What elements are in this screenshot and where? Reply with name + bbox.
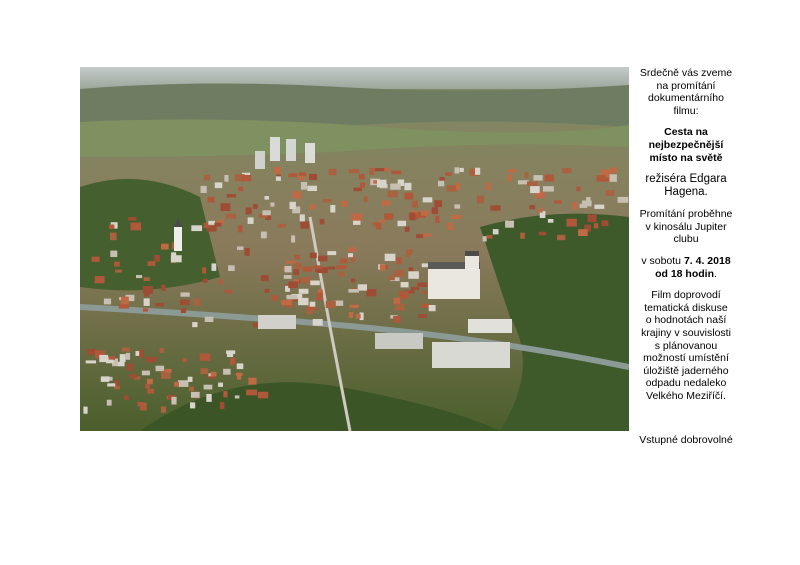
date: 7. 4. 2018 [683,254,731,267]
intro-text: Srdečně vás zveme na promítání dokumentárního filmu: [639,67,733,117]
director-text: režiséra Edgara Hagena. [645,173,727,199]
aerial-town-photo [80,67,629,431]
aerial-landscape-illustration [80,67,629,431]
film-title: Cesta na nejbezpečnější místo na světě [648,126,724,164]
time: od 18 hodin [655,267,714,280]
entry-fee-text: Vstupné dobrovolné [639,434,733,446]
invitation-text [634,67,738,411]
venue-text: Promítání proběhne v kinosálu Jupiter clubu [639,208,733,246]
discussion-text: Film doprovodí tematická diskuse o hodnotách naší krajiny v souvislosti s plánovanou možností umístění úložiště jaderného odpadu nedaleko Velkého Meziříčí. [641,289,731,402]
date-time-text: v sobotu 7. 4. 2018 od 18 hodin. [641,254,731,280]
